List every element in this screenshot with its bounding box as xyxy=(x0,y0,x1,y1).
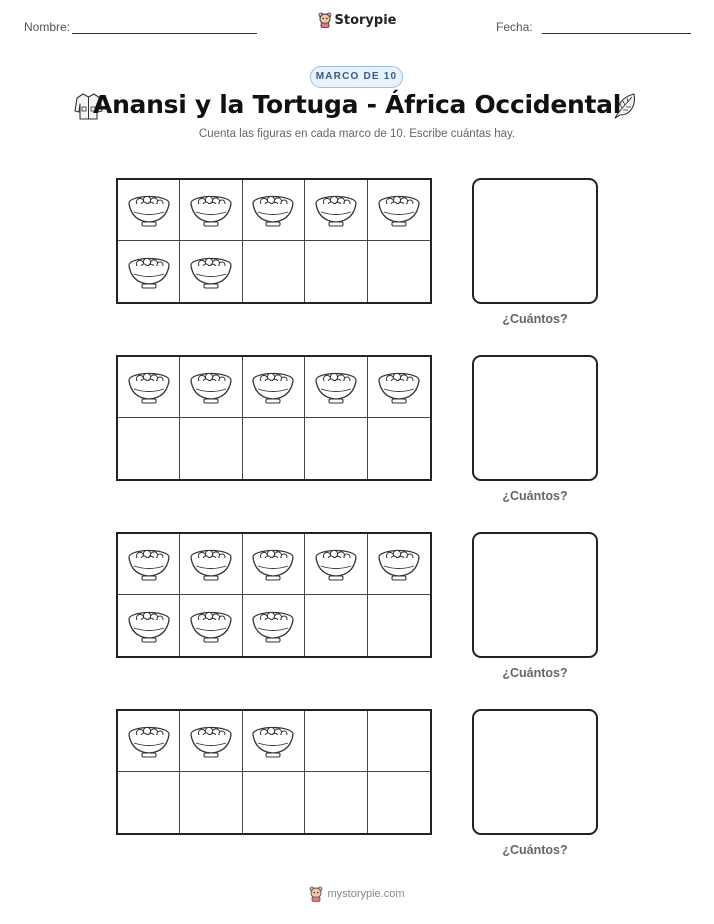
frame-cell xyxy=(368,357,430,418)
bowl-of-food-icon xyxy=(313,545,359,583)
footer-url[interactable]: mystorypie.com xyxy=(327,888,405,900)
date-line[interactable] xyxy=(542,33,691,34)
frame-cell xyxy=(243,418,305,479)
name-label: Nombre: xyxy=(24,20,71,34)
frame-cell xyxy=(243,241,305,302)
frame-cell xyxy=(180,180,242,241)
page-title: Anansi y la Tortuga - África Occidental xyxy=(93,90,621,119)
frame-cell xyxy=(180,595,242,656)
bowl-of-food-icon xyxy=(126,253,172,291)
frame-cell xyxy=(305,180,367,241)
answer-box-4[interactable] xyxy=(472,709,598,835)
frame-cell xyxy=(180,418,242,479)
bowl-of-food-icon xyxy=(250,722,296,760)
frame-cell xyxy=(118,772,180,833)
frame-cell xyxy=(180,357,242,418)
frame-cell xyxy=(243,357,305,418)
frame-cell xyxy=(243,534,305,595)
frame-cell xyxy=(118,534,180,595)
worksheet-type-badge: MARCO DE 10 xyxy=(310,66,403,88)
name-line[interactable] xyxy=(72,33,257,34)
answer-label-3: ¿Cuántos? xyxy=(502,666,568,680)
frame-cell xyxy=(368,180,430,241)
brand-logo xyxy=(0,12,714,33)
bowl-of-food-icon xyxy=(313,368,359,406)
bowl-of-food-icon xyxy=(126,368,172,406)
frame-cell xyxy=(118,357,180,418)
bowl-of-food-icon xyxy=(376,191,422,229)
frame-cell xyxy=(118,180,180,241)
frame-cell xyxy=(118,418,180,479)
storypie-mascot-icon xyxy=(318,12,332,28)
bowl-of-food-icon xyxy=(188,368,234,406)
answer-box-2[interactable] xyxy=(472,355,598,481)
frame-cell xyxy=(118,595,180,656)
answer-label-1: ¿Cuántos? xyxy=(502,312,568,326)
bowl-of-food-icon xyxy=(250,191,296,229)
bowl-of-food-icon xyxy=(250,607,296,645)
bowl-of-food-icon xyxy=(250,368,296,406)
answer-label-2: ¿Cuántos? xyxy=(502,489,568,503)
date-label: Fecha: xyxy=(496,20,533,34)
bowl-of-food-icon xyxy=(250,545,296,583)
brand-name: Storypie xyxy=(334,12,397,28)
bowl-of-food-icon xyxy=(188,607,234,645)
frame-cell xyxy=(305,357,367,418)
bowl-of-food-icon xyxy=(126,545,172,583)
bowl-of-food-icon xyxy=(188,191,234,229)
frame-cell xyxy=(368,711,430,772)
bowl-of-food-icon xyxy=(126,607,172,645)
answer-label-4: ¿Cuántos? xyxy=(502,843,568,857)
frame-cell xyxy=(243,772,305,833)
ten-frame-2 xyxy=(116,355,432,481)
frame-cell xyxy=(368,534,430,595)
frame-cell xyxy=(243,711,305,772)
frame-cell xyxy=(118,241,180,302)
frame-cell xyxy=(305,241,367,302)
bowl-of-food-icon xyxy=(188,722,234,760)
bowl-of-food-icon xyxy=(188,545,234,583)
footer xyxy=(0,886,714,907)
frame-cell xyxy=(368,418,430,479)
ten-frame-1 xyxy=(116,178,432,304)
bowl-of-food-icon xyxy=(126,722,172,760)
frame-cell xyxy=(368,595,430,656)
bowl-of-food-icon xyxy=(313,191,359,229)
bowl-of-food-icon xyxy=(188,253,234,291)
frame-cell xyxy=(368,772,430,833)
frame-cell xyxy=(118,711,180,772)
storypie-mascot-icon xyxy=(309,886,323,902)
frame-cell xyxy=(305,711,367,772)
ten-frame-3 xyxy=(116,532,432,658)
frame-cell xyxy=(305,595,367,656)
bowl-of-food-icon xyxy=(376,545,422,583)
frame-cell xyxy=(305,772,367,833)
frame-cell xyxy=(180,534,242,595)
ten-frame-4 xyxy=(116,709,432,835)
frame-cell xyxy=(180,772,242,833)
frame-cell xyxy=(368,241,430,302)
frame-cell xyxy=(305,534,367,595)
instructions: Cuenta las figuras en cada marco de 10. Escribe cuántas hay. xyxy=(198,128,516,140)
frame-cell xyxy=(243,595,305,656)
frame-cell xyxy=(305,418,367,479)
bowl-of-food-icon xyxy=(376,368,422,406)
answer-box-3[interactable] xyxy=(472,532,598,658)
frame-cell xyxy=(243,180,305,241)
frame-cell xyxy=(180,241,242,302)
bowl-of-food-icon xyxy=(126,191,172,229)
frame-cell xyxy=(180,711,242,772)
answer-box-1[interactable] xyxy=(472,178,598,304)
